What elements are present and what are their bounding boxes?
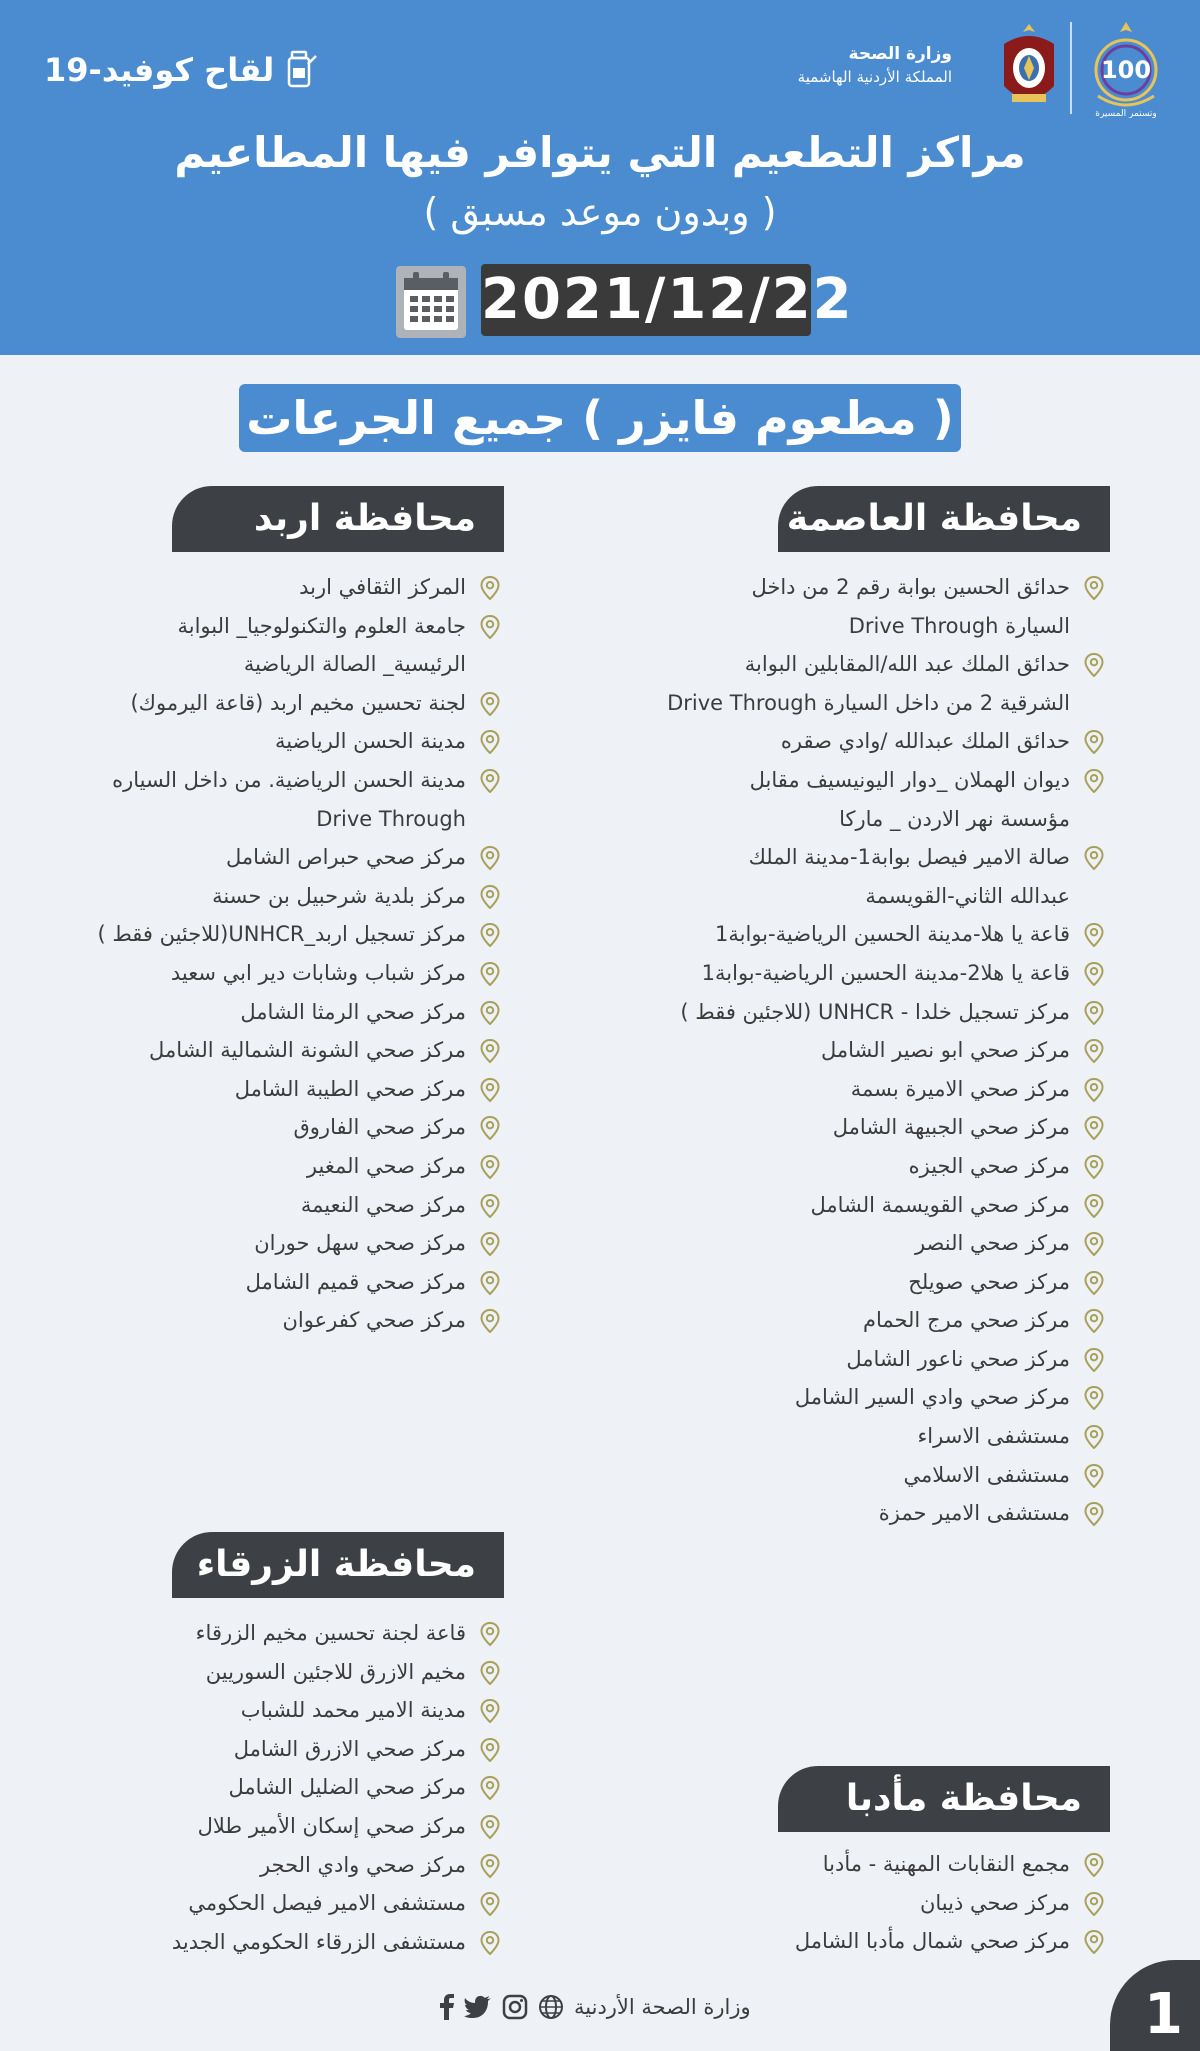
ministry-name [798,44,952,86]
center-list-item [0,1653,500,1692]
center-name: قاعة يا هلا2-مدينة الحسين الرياضية-بوابة1 [701,960,1070,985]
ministry-name-line2: المملكة الأردنية الهاشمية [797,68,952,86]
center-list-item [604,1417,1104,1456]
location-pin-icon [480,1776,500,1800]
location-pin-icon [480,1078,500,1102]
location-pin-icon [480,1931,500,1955]
center-name: حدائق الملك عبد الله/المقابلين البوابة [744,652,1070,677]
center-name: مركز صحي قميم الشامل [245,1269,466,1294]
center-list-item [0,838,500,877]
center-list-item [604,915,1104,954]
center-name: مستشفى الامير فيصل الحكومي [188,1891,466,1916]
center-name: مركز صحي النعيمة [300,1192,466,1217]
center-name: Drive Through [316,806,466,831]
location-pin-icon [1084,1464,1104,1488]
location-pin-icon [1084,730,1104,754]
center-name: مركز صحي كفرعوان [282,1308,466,1333]
footer [440,1994,751,2020]
center-name: مدينة الامير محمد للشباب [240,1698,466,1723]
center-list-item [0,1923,500,1962]
center-list-item [0,1186,500,1225]
center-list-item [0,1768,500,1807]
center-name: مركز صحي حبراص الشامل [226,845,466,870]
center-name: مدينة الحسن الرياضية. من داخل السياره [112,767,466,792]
center-list-item [604,1884,1104,1923]
center-name: مركز صحي مرج الحمام [862,1308,1070,1333]
center-list-item [0,1884,500,1923]
center-name: المركز الثقافي اربد [299,575,466,599]
location-pin-icon [1084,962,1104,986]
center-name: مركز صحي الطيبة الشامل [234,1076,466,1101]
header-banner [0,0,1200,355]
twitter-icon[interactable] [464,1995,492,2019]
location-pin-icon [1084,846,1104,870]
page-subtitle: ( وبدون موعد مسبق ) [423,190,777,234]
covid-vaccine-brand [44,50,318,90]
center-list-item [604,722,1104,761]
center-list-item [604,1031,1104,1070]
center-name: مركز صحي وادي السير الشامل [794,1385,1070,1410]
zarqa-centers-list [0,1614,500,1961]
center-name: مركز صحي سهل حوران [254,1231,466,1256]
location-pin-icon [480,1738,500,1762]
center-name: قاعة يا هلا-مدينة الحسين الرياضية-بوابة1 [715,922,1070,947]
vaccine-vial-icon [284,50,318,90]
center-name: مركز صحي صويلح [908,1269,1070,1294]
center-name: مدينة الحسن الرياضية [274,729,466,754]
center-name: مركز صحي الجيزه [908,1153,1070,1178]
location-pin-icon [1084,923,1104,947]
center-list-item [0,1807,500,1846]
center-list-item [604,800,1104,839]
location-pin-icon [1084,1194,1104,1218]
center-list-item [604,1340,1104,1379]
location-pin-icon [480,1001,500,1025]
location-pin-icon [480,1116,500,1140]
center-name: الرئيسية_ الصالة الرياضية [243,652,466,677]
center-name: لجنة تحسين مخيم اربد (قاعة اليرموك) [130,690,466,715]
center-list-item [604,684,1104,723]
capital-governorate-tab: محافظة العاصمة [778,486,1110,552]
page-title: مراكز التطعيم التي يتوافر فيها المطاعيم [174,128,1026,177]
location-pin-icon [480,1155,500,1179]
location-pin-icon [480,1039,500,1063]
location-pin-icon [480,1815,500,1839]
center-list-item [604,607,1104,646]
madaba-governorate-tab: محافظة مأدبا [778,1766,1110,1832]
location-pin-icon [1084,1039,1104,1063]
center-name: حدائق الملك عبدالله /وادي صقره [780,729,1070,754]
center-name: مركز شباب وشابات دير ابي سعيد [170,960,466,985]
center-name: حدائق الحسين بوابة رقم 2 من داخل [751,575,1070,599]
center-list-item [604,1224,1104,1263]
location-pin-icon [480,1892,500,1916]
page-number: 1 [1144,1982,1183,2047]
center-list-item [0,645,500,684]
location-pin-icon [480,962,500,986]
location-pin-icon [480,615,500,639]
location-pin-icon [1084,1155,1104,1179]
logo-divider [1070,22,1072,114]
center-name: مركز صحي ناعور الشامل [846,1346,1070,1371]
center-name: جامعة العلوم والتكنولوجيا_ البوابة [177,613,466,638]
brand-label: لقاح كوفيد-19 [44,51,275,89]
center-list-item [0,993,500,1032]
center-name: مركز صحي ذيبان [919,1890,1070,1915]
location-pin-icon [1084,1116,1104,1140]
center-list-item [604,761,1104,800]
location-pin-icon [480,1661,500,1685]
center-list-item [0,1846,500,1885]
location-pin-icon [480,923,500,947]
center-name: مركز بلدية شرحبيل بن حسنة [212,883,466,908]
centennial-logo-icon [1076,18,1176,118]
center-name: مستشفى الامير حمزة [878,1501,1070,1526]
center-list-item [0,1224,500,1263]
center-name: مركز صحي الشونة الشمالية الشامل [149,1038,466,1063]
center-name: مركز صحي الضليل الشامل [228,1775,466,1800]
center-name: السيارة Drive Through [848,613,1070,638]
date-badge: 2021/12/22 [481,264,811,336]
footer-ministry-name: وزارة الصحة الأردنية [574,1995,751,2019]
center-list-item [604,1301,1104,1340]
center-list-item [0,1301,500,1340]
center-list-item [604,838,1104,877]
center-name: صالة الامير فيصل بوابة1-مدينة الملك [748,845,1070,870]
center-name: مركز صحي إسكان الأمير طلال [197,1813,466,1838]
center-list-item [0,1730,500,1769]
center-list-item [0,607,500,646]
center-list-item [604,1070,1104,1109]
center-name: مركز صحي الازرق الشامل [233,1736,466,1761]
center-list-item [604,568,1104,607]
vaccine-type-banner: ( مطعوم فايزر ) جميع الجرعات [239,384,961,452]
location-pin-icon [480,1854,500,1878]
center-name: مركز صحي شمال مأدبا الشامل [794,1929,1070,1954]
ministry-name-line1: وزارة الصحة [848,44,952,64]
center-list-item [604,1147,1104,1186]
center-name: قاعة لجنة تحسين مخيم الزرقاء [195,1621,466,1645]
logo-caption: وتستمر المسيرة [1095,109,1157,118]
center-list-item [604,645,1104,684]
location-pin-icon [480,1271,500,1295]
center-list-item [604,1186,1104,1225]
center-list-item [0,722,500,761]
center-name: مركز صحي ابو نصير الشامل [820,1038,1070,1063]
center-list-item [604,1922,1104,1961]
center-list-item [604,993,1104,1032]
center-name: مجمع النقابات المهنية - مأدبا [822,1852,1070,1876]
center-list-item [0,954,500,993]
center-list-item [0,568,500,607]
center-name: مخيم الازرق للاجئين السوريين [205,1659,466,1684]
jordan-crest-icon [996,22,1062,114]
center-list-item [0,1263,500,1302]
location-pin-icon [1084,653,1104,677]
center-list-item [0,800,500,839]
center-list-item [0,1147,500,1186]
page-number-badge [1110,1960,1200,2051]
location-pin-icon [480,1699,500,1723]
center-list-item [604,1108,1104,1147]
center-list-item [0,1070,500,1109]
center-name: مركز تسجيل اربد_UNHCR(للاجئين فقط ) [97,922,466,947]
calendar-icon [396,266,466,338]
location-pin-icon [480,576,500,600]
center-name: مستشفى الاسراء [917,1424,1070,1449]
center-list-item [604,1845,1104,1884]
center-name: مركز صحي القويسمة الشامل [810,1192,1070,1217]
location-pin-icon [1084,769,1104,793]
center-name: مركز صحي الجبيهة الشامل [832,1115,1070,1140]
center-name: مستشفى الزرقاء الحكومي الجديد [171,1929,466,1954]
center-list-item [604,877,1104,916]
center-list-item [0,1108,500,1147]
location-pin-icon [480,846,500,870]
center-name: الشرقية 2 من داخل السيارة Drive Through [667,690,1070,715]
center-name: مؤسسة نهر الاردن _ ماركا [839,806,1070,831]
location-pin-icon [1084,1892,1104,1916]
location-pin-icon [480,885,500,909]
location-pin-icon [1084,1078,1104,1102]
center-list-item [0,1031,500,1070]
center-list-item [0,684,500,723]
capital-centers-list [604,568,1104,1533]
center-list-item [0,877,500,916]
facebook-icon[interactable] [440,1994,454,2020]
location-pin-icon [480,769,500,793]
center-list-item [0,761,500,800]
location-pin-icon [480,1622,500,1646]
center-list-item [604,1456,1104,1495]
location-pin-icon [1084,1309,1104,1333]
center-name: مركز صحي الفاروق [293,1115,466,1140]
center-name: عبدالله الثاني-القويسمة [865,883,1070,908]
location-pin-icon [480,730,500,754]
location-pin-icon [1084,1348,1104,1372]
center-list-item [0,915,500,954]
center-list-item [604,1378,1104,1417]
location-pin-icon [1084,1001,1104,1025]
center-name: مستشفى الاسلامي [903,1462,1070,1487]
center-list-item [604,1494,1104,1533]
location-pin-icon [480,1194,500,1218]
svg-text:100: 100 [1100,56,1152,84]
center-list-item [0,1691,500,1730]
center-name: مركز تسجيل خلدا - UNHCR (للاجئين فقط ) [680,999,1070,1024]
zarqa-governorate-tab: محافظة الزرقاء [172,1532,504,1598]
center-name: مركز صحي النصر [914,1231,1070,1256]
instagram-icon[interactable] [502,1994,528,2020]
center-name: مركز صحي وادي الحجر [259,1852,466,1877]
irbid-centers-list [0,568,500,1340]
center-name: مركز صحي الرمثا الشامل [240,999,466,1024]
center-name: مركز صحي المغير [306,1153,466,1178]
center-list-item [604,954,1104,993]
center-name: ديوان الهملان _دوار اليونيسيف مقابل [749,767,1070,792]
irbid-governorate-tab: محافظة اربد [172,486,504,552]
location-pin-icon [480,692,500,716]
location-pin-icon [480,1232,500,1256]
madaba-centers-list [604,1845,1104,1961]
location-pin-icon [1084,1271,1104,1295]
location-pin-icon [1084,1930,1104,1954]
location-pin-icon [1084,576,1104,600]
location-pin-icon [1084,1853,1104,1877]
location-pin-icon [1084,1232,1104,1256]
center-list-item [0,1614,500,1653]
location-pin-icon [1084,1502,1104,1526]
center-name: مركز صحي الاميرة بسمة [850,1076,1070,1101]
location-pin-icon [1084,1425,1104,1449]
location-pin-icon [1084,1386,1104,1410]
web-icon[interactable] [538,1994,564,2020]
location-pin-icon [480,1309,500,1333]
center-list-item [604,1263,1104,1302]
